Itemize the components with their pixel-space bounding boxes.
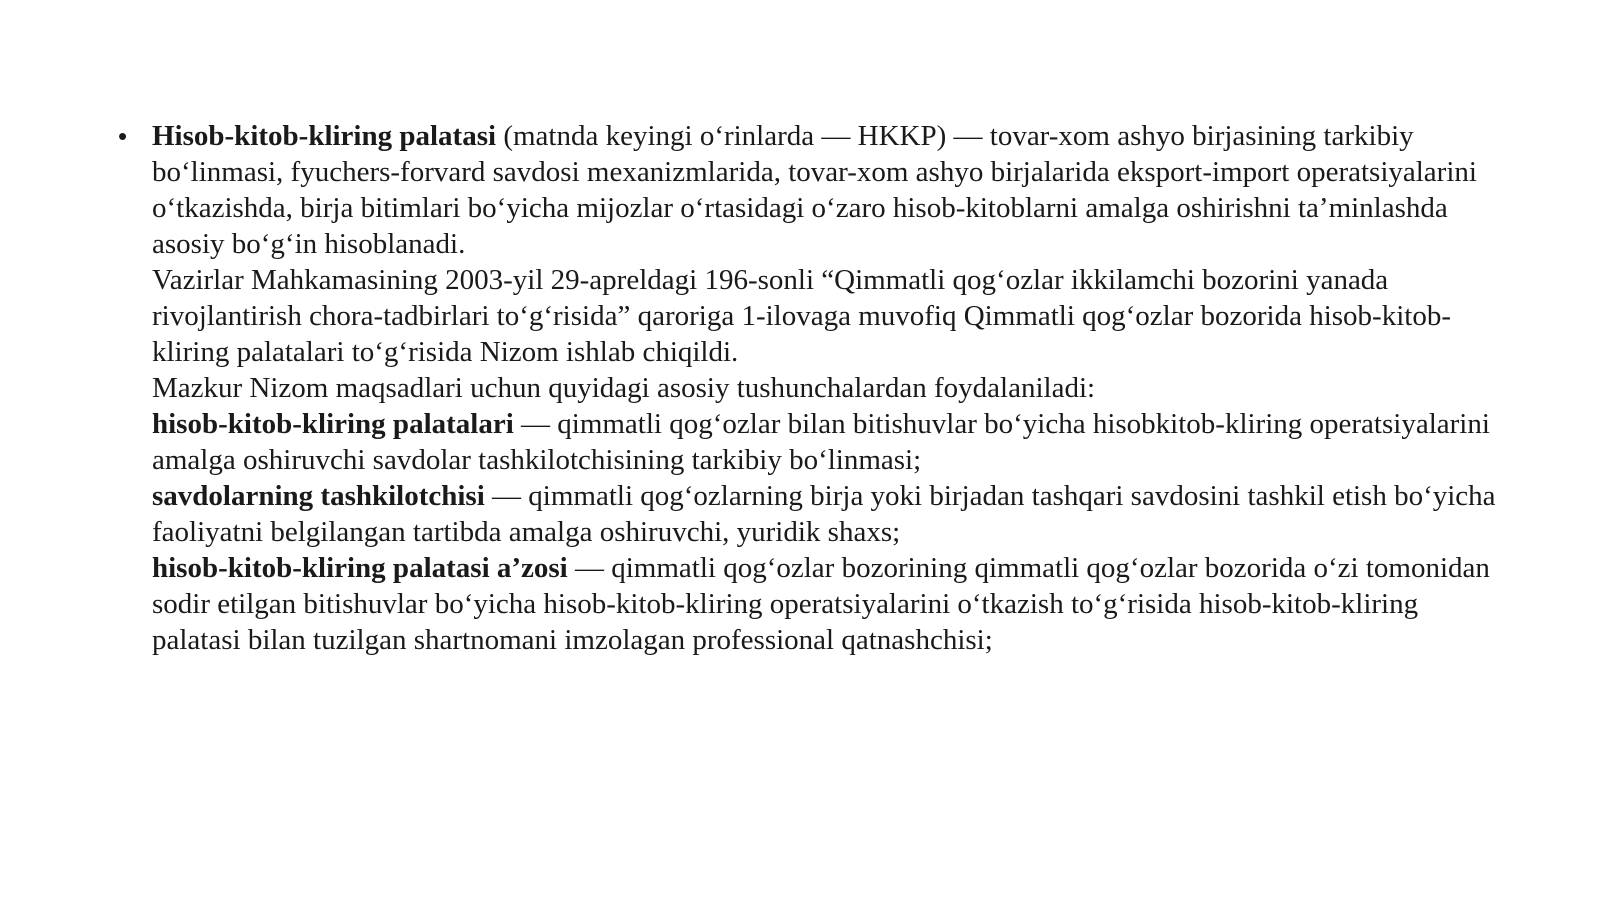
slide-content [118, 118, 1498, 658]
bullet-item [118, 118, 1498, 658]
paragraph-text: Mazkur Nizom maqsadlari uchun quyidagi asosiy tushunchalardan foydalaniladi: [152, 372, 1096, 404]
paragraph-definition-palatalari [152, 406, 1498, 478]
paragraph-text: (matnda keyingi o‘rinlarda — HKKP) — tovar-xom ashyo birjasining tarkibiy bo‘linmasi, fyuchers-forvard savdosi mexanizmlarida, tovar-xom ashyo birjalarida eksport-import operatsiyalarini o‘tkazishda, birja bitimlari bo‘yicha mijozlar o‘rtasidagi o‘zaro hisob-kitoblarni amalga oshirishni ta’minlashda asosiy bo‘g‘in hisoblanadi. [152, 120, 1477, 260]
term-bold: hisob-kitob-kliring palatalari [152, 408, 514, 440]
paragraph-text: — qimmatli qog‘ozlar bilan bitishuvlar bo‘yicha hisobkitob-kliring operatsiyalarini amalga oshiruvchi savdolar tashkilotchisining tarkibiy bo‘linmasi; [152, 408, 1490, 476]
paragraph-text: — qimmatli qog‘ozlarning birja yoki birjadan tashqari savdosini tashkil etish bo‘yicha faoliyatni belgilangan tartibda amalga oshiruvchi, yuridik shaxs; [152, 480, 1496, 548]
term-bold: Hisob-kitob-kliring palatasi [152, 120, 497, 152]
paragraph-definition-azosi [152, 550, 1498, 658]
paragraph-definition-tashkilotchisi [152, 478, 1498, 550]
paragraph-intro-concepts [152, 370, 1498, 406]
paragraph-definition-hkkp [152, 118, 1498, 262]
bullet-dot-icon: • [118, 121, 128, 151]
paragraph-text: Vazirlar Mahkamasining 2003-yil 29-apreldagi 196-sonli “Qimmatli qog‘ozlar ikkilamchi bozorini yanada rivojlantirish chora-tadbirlari to‘g‘risida” qaroriga 1-ilovaga muvofiq Qimmatli qog‘ozlar bozorida hisob-kitob-kliring palatalari to‘g‘risida Nizom ishlab chiqildi. [152, 264, 1451, 368]
term-bold: hisob-kitob-kliring palatasi a’zosi [152, 552, 568, 584]
paragraph-text: — qimmatli qog‘ozlar bozorining qimmatli qog‘ozlar bozorida o‘zi tomonidan sodir etilgan bitishuvlar bo‘yicha hisob-kitob-kliring operatsiyalarini o‘tkazish to‘g‘risida hisob-kitob-kliring palatasi bilan tuzilgan shartnomani imzolagan professional qatnashchisi; [152, 552, 1490, 656]
term-bold: savdolarning tashkilotchisi [152, 480, 485, 512]
paragraph-decree [152, 262, 1498, 370]
